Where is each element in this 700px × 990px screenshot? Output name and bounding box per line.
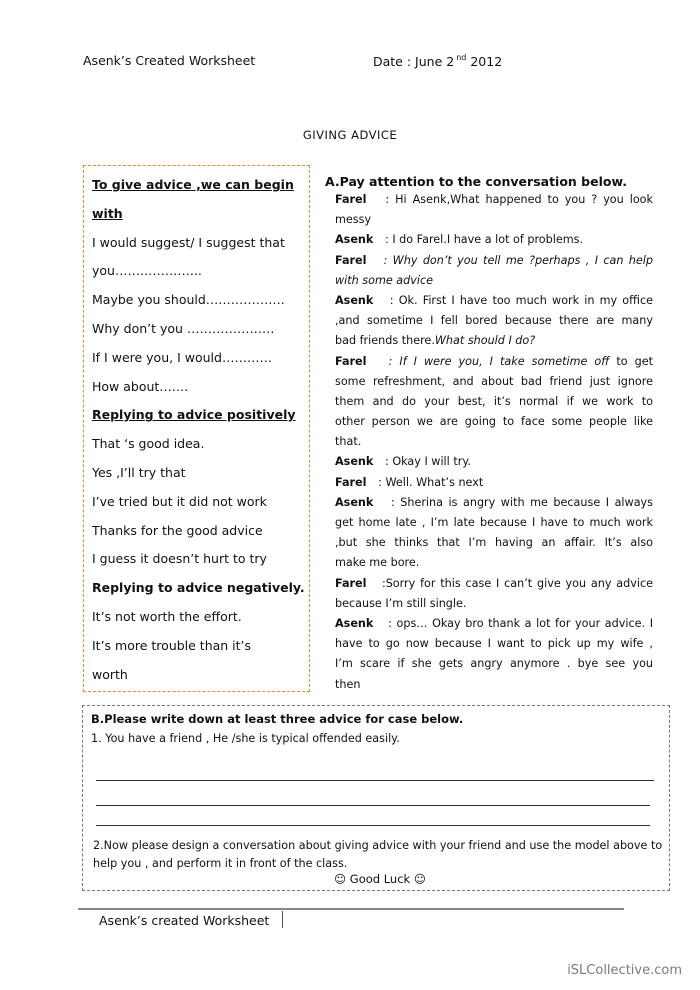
conversation-line	[335, 230, 653, 250]
phrase-item: I would suggest/ I suggest that	[92, 234, 285, 250]
site-watermark: iSLCollective.com	[567, 963, 682, 978]
line-text: some refreshment, and about bad friend just ignore	[335, 374, 653, 388]
conversation-body	[335, 190, 653, 695]
line-text: I’m scare if she gets angry anymore . bye see you	[335, 657, 653, 671]
negative-reply: It’s not worth the effort.	[92, 608, 242, 624]
conversation-line	[335, 675, 653, 695]
conversation-line	[335, 392, 653, 412]
intro-heading: To give advice ,we can begin	[92, 177, 294, 192]
answer-line[interactable]	[96, 825, 650, 826]
question-1: 1. You have a friend , He /she is typical offended easily.	[91, 732, 400, 745]
conversation-line	[335, 352, 653, 372]
conversation-line	[335, 473, 653, 493]
conversation-heading: A.Pay attention to the conversation below.	[325, 174, 627, 189]
line-text: because I’m still single.	[335, 596, 467, 610]
line-text: with some advice	[335, 273, 434, 287]
line-text: ,and sometime I fell bored because there are many	[335, 314, 653, 328]
negative-reply: worth	[92, 666, 128, 682]
line-text: :Sorry for this case I can’t give you any advice	[381, 576, 653, 590]
question-2: 2.Now please design a conversation about giving advice with your friend and use the model above to help you , and perform it in front of the class.	[93, 839, 663, 870]
conversation-line	[335, 331, 653, 351]
footer-text: Asenk’s created Worksheet	[99, 913, 270, 928]
conversation-line	[335, 533, 653, 553]
line-text: : Well. What’s next	[378, 475, 484, 489]
worksheet-author-header: Asenk’s Created Worksheet	[83, 53, 256, 68]
phrase-item: you…….…………..	[92, 263, 202, 279]
positive-reply: I’ve tried but it did not work	[92, 493, 267, 509]
speaker-name: Farel	[335, 253, 384, 267]
line-text: bad friends there.	[335, 334, 435, 348]
conversation-line	[335, 493, 653, 513]
conversation-line	[335, 311, 653, 331]
speaker-name: Farel	[335, 576, 382, 590]
line-text: to get	[609, 354, 653, 368]
phrase-item: How about…….	[92, 378, 189, 394]
line-text: : Okay I will try.	[385, 455, 471, 469]
worksheet-title: GIVING ADVICE	[302, 128, 398, 142]
conversation-line	[335, 614, 653, 634]
speaker-name: Asenk	[335, 293, 390, 307]
conversation-line	[335, 291, 653, 311]
date-header	[373, 53, 502, 69]
footer-separator	[282, 911, 283, 928]
line-text: : Why don’t you tell me ?perhaps , I can help	[383, 253, 653, 267]
line-text: messy	[335, 213, 372, 227]
line-text: that.	[335, 435, 362, 449]
negative-replies-heading: Replying to advice negatively.	[92, 580, 305, 596]
line-text-italic: What should I do?	[434, 334, 536, 348]
line-text: : Ok. First I have too much work in my office	[389, 293, 653, 307]
date-year: 2012	[470, 54, 503, 69]
positive-reply: I guess it doesn’t hurt to try	[92, 551, 267, 567]
conversation-line	[335, 452, 653, 472]
line-text: make me bore.	[335, 556, 420, 570]
good-luck-text: ☺ Good Luck ☺	[334, 872, 426, 886]
conversation-line	[335, 574, 653, 594]
footer-divider	[78, 908, 624, 910]
conversation-line	[335, 412, 653, 432]
line-text: : Sherina is angry with me because I always	[390, 495, 653, 509]
date-superscript: nd	[456, 53, 467, 62]
line-text: : I do Farel.I have a lot of problems.	[385, 233, 584, 247]
positive-replies-heading: Replying to advice positively	[92, 407, 296, 423]
phrase-item: Why don’t you …………………	[92, 320, 275, 336]
line-text: then	[335, 677, 361, 691]
negative-reply: It’s more trouble than it’s	[92, 637, 252, 653]
conversation-line	[335, 513, 653, 533]
speaker-name: Farel	[335, 354, 389, 368]
line-text: get home late , I’m late because I have to much work	[335, 516, 653, 529]
answer-line[interactable]	[96, 780, 654, 781]
speaker-name: Asenk	[335, 455, 385, 469]
conversation-line	[335, 210, 653, 230]
line-text-italic: : If I were you, I take sometime off	[388, 354, 610, 368]
conversation-line	[335, 271, 653, 291]
section-b-heading: B.Please write down at least three advice for case below.	[91, 712, 464, 726]
speaker-name: Farel	[335, 193, 386, 206]
conversation-line	[335, 553, 653, 573]
speaker-name: Asenk	[335, 233, 385, 247]
line-text: : Hi Asenk,What happened to you ? you look	[385, 193, 653, 206]
phrase-item: Maybe you should……………….	[92, 292, 285, 308]
date-prefix: Date : June 2	[373, 54, 455, 69]
speaker-name: Farel	[335, 475, 379, 489]
line-text: : ops… Okay bro thank a lot for your advice. I	[388, 616, 653, 630]
speaker-name: Asenk	[335, 495, 391, 509]
line-text: ,but she thinks that I’m having an affair. It’s also	[335, 536, 653, 550]
conversation-line	[335, 594, 653, 614]
line-text: other person we are going to face some people like	[335, 415, 653, 429]
positive-reply: That ‘s good idea.	[92, 436, 205, 452]
advice-phrases-box	[83, 165, 310, 692]
conversation-line	[335, 654, 653, 674]
positive-reply: Thanks for the good advice	[92, 522, 263, 538]
positive-reply: Yes ,I’ll try that	[92, 464, 186, 480]
phrase-item: If I were you, I would…………	[92, 349, 272, 365]
answer-line[interactable]	[96, 805, 650, 806]
speaker-name: Asenk	[335, 616, 389, 630]
intro-heading-cont: with	[92, 205, 123, 221]
conversation-line	[335, 251, 653, 271]
conversation-line	[335, 432, 653, 452]
line-text: have to go now because I want to pick up my wife ,	[335, 637, 653, 651]
conversation-line	[335, 634, 653, 654]
conversation-line	[335, 190, 653, 210]
line-text: them and do your best, it’s normal if we work to	[335, 394, 653, 408]
conversation-line	[335, 372, 653, 392]
